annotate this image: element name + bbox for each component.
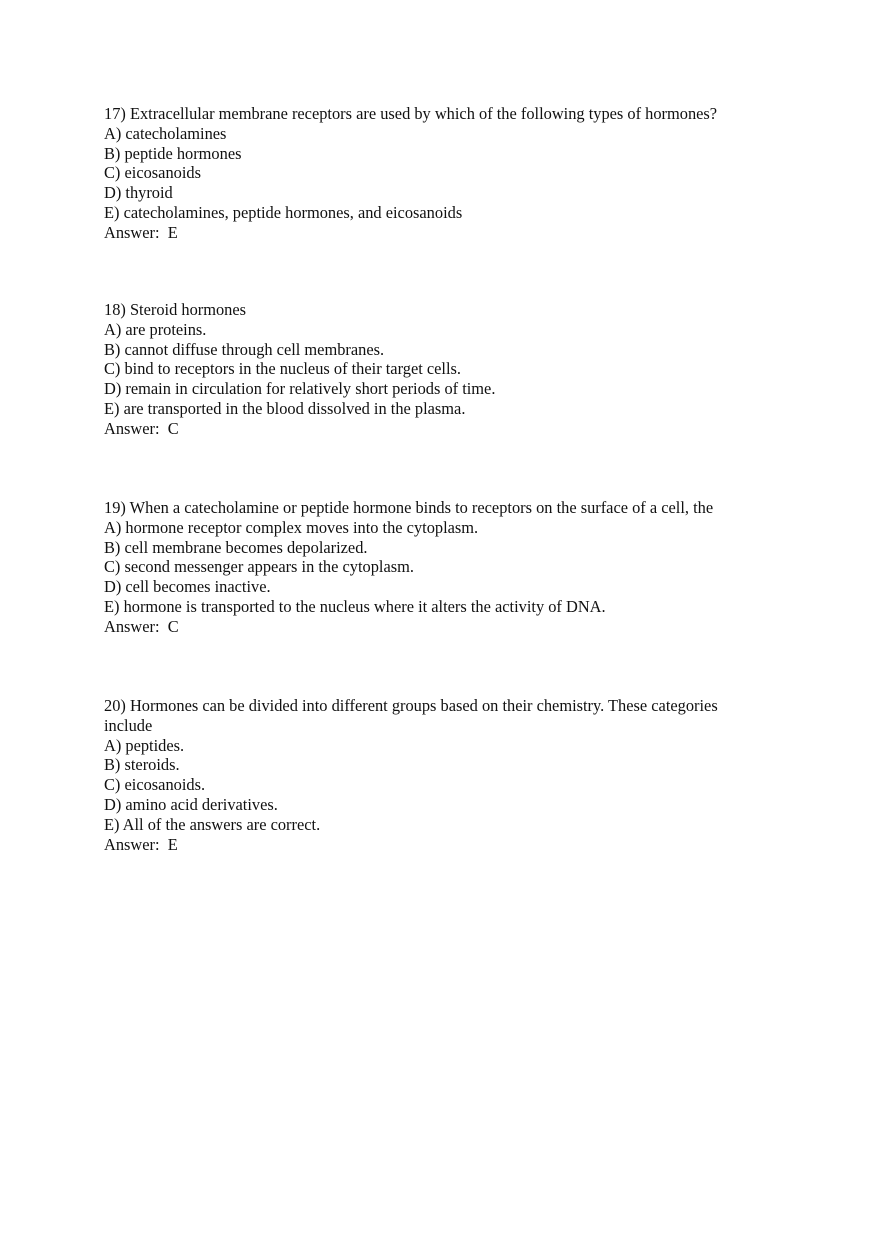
option-c: C) second messenger appears in the cytoplasm.: [104, 557, 414, 577]
option-d: D) thyroid: [104, 183, 173, 203]
option-a: A) catecholamines: [104, 123, 227, 143]
question-stem-line-1: 20) Hormones can be divided into different groups based on their chemistry. These categories: [104, 696, 718, 715]
option-a: A) are proteins.: [104, 319, 207, 339]
option-a: A) peptides.: [104, 735, 185, 755]
question-stem: 18) Steroid hormones: [104, 300, 247, 319]
question-stem: 17) Extracellular membrane receptors are used by which of the following types of hormones?: [104, 104, 718, 123]
answer-key: Answer: C: [104, 616, 179, 636]
answer-key: Answer: E: [104, 834, 178, 854]
question-20: [104, 696, 764, 854]
option-e: E) All of the answers are correct.: [104, 814, 321, 834]
option-b: B) cell membrane becomes depolarized.: [104, 537, 368, 557]
option-c: C) eicosanoids.: [104, 775, 206, 795]
question-stem: 19) When a catecholamine or peptide hormone binds to receptors on the surface of a cell, the: [104, 498, 714, 517]
option-a: A) hormone receptor complex moves into the cytoplasm.: [104, 517, 479, 537]
answer-key: Answer: C: [104, 418, 179, 438]
option-b: B) peptide hormones: [104, 143, 242, 163]
option-d: D) amino acid derivatives.: [104, 794, 278, 814]
option-c: C) bind to receptors in the nucleus of their target cells.: [104, 359, 462, 379]
option-e: E) are transported in the blood dissolved in the plasma.: [104, 398, 466, 418]
option-e: E) hormone is transported to the nucleus where it alters the activity of DNA.: [104, 596, 606, 616]
option-d: D) cell becomes inactive.: [104, 577, 271, 597]
question-17: [104, 104, 764, 243]
option-d: D) remain in circulation for relatively short periods of time.: [104, 379, 496, 399]
option-b: B) steroids.: [104, 755, 180, 775]
option-c: C) eicosanoids: [104, 163, 201, 183]
question-stem-line-2: include: [104, 715, 153, 735]
question-18: [104, 300, 764, 439]
option-e: E) catecholamines, peptide hormones, and eicosanoids: [104, 202, 463, 222]
answer-key: Answer: E: [104, 222, 178, 242]
option-b: B) cannot diffuse through cell membranes.: [104, 339, 385, 359]
question-19: [104, 498, 764, 637]
